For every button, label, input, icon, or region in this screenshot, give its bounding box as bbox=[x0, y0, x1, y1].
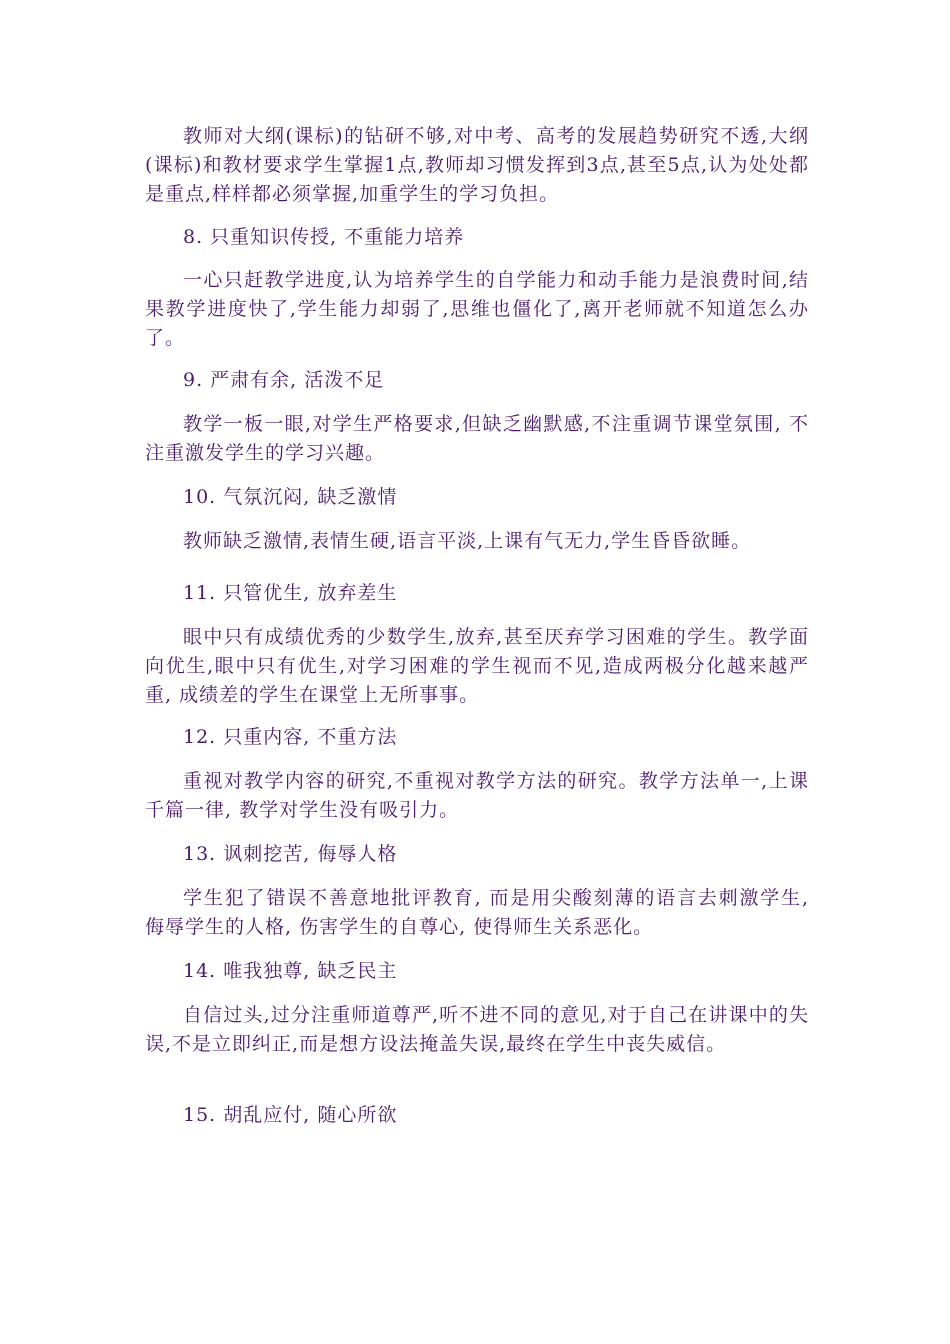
heading-item-9: 9. 严肃有余, 活泼不足 bbox=[183, 369, 385, 391]
heading-item-15: 15. 胡乱应付, 随心所欲 bbox=[183, 1104, 398, 1126]
paragraph-item-13: 学生犯了错误不善意地批评教育, 而是用尖酸刻薄的语言去刺激学生, 侮辱学生的人格, 伤害学生的自尊心, 使得师生关系恶化。 bbox=[145, 887, 809, 938]
paragraph-syllabus-study: 教师对大纲(课标)的钻研不够,对中考、高考的发展趋势研究不透,大纲(课标)和教材要求学生掌握1点,教师却习惯发挥到3点,甚至5点,认为处处都是重点,样样都必须掌握,加重学生的学习负担。 bbox=[145, 125, 809, 205]
heading-item-11: 11. 只管优生, 放弃差生 bbox=[183, 582, 398, 604]
paragraph-item-9: 教学一板一眼,对学生严格要求,但缺乏幽默感,不注重调节课堂氛围, 不注重激发学生的学习兴趣。 bbox=[145, 413, 809, 464]
paragraph-item-12: 重视对教学内容的研究,不重视对教学方法的研究。教学方法单一,上课千篇一律, 教学对学生没有吸引力。 bbox=[145, 770, 809, 821]
heading-item-12: 12. 只重内容, 不重方法 bbox=[183, 726, 398, 748]
heading-item-8: 8. 只重知识传授, 不重能力培养 bbox=[183, 226, 465, 248]
heading-item-10: 10. 气氛沉闷, 缺乏激情 bbox=[183, 486, 398, 508]
paragraph-item-11: 眼中只有成绩优秀的少数学生,放弃,甚至厌弃学习困难的学生。教学面向优生,眼中只有优生,对学习困难的学生视而不见,造成两极分化越来越严重, 成绩差的学生在课堂上无所事事。 bbox=[145, 626, 809, 706]
paragraph-item-14: 自信过头,过分注重师道尊严,听不进不同的意见,对于自己在讲课中的失误,不是立即纠正,而是想方设法掩盖失误,最终在学生中丧失威信。 bbox=[145, 1004, 809, 1055]
heading-item-13: 13. 讽刺挖苦, 侮辱人格 bbox=[183, 843, 398, 865]
paragraph-item-8: 一心只赶教学进度,认为培养学生的自学能力和动手能力是浪费时间,结果教学进度快了,学生能力却弱了,思维也僵化了,离开老师就不知道怎么办了。 bbox=[145, 269, 809, 349]
heading-item-14: 14. 唯我独尊, 缺乏民主 bbox=[183, 960, 398, 982]
paragraph-item-10: 教师缺乏激情,表情生硬,语言平淡,上课有气无力,学生昏昏欲睡。 bbox=[183, 530, 752, 552]
